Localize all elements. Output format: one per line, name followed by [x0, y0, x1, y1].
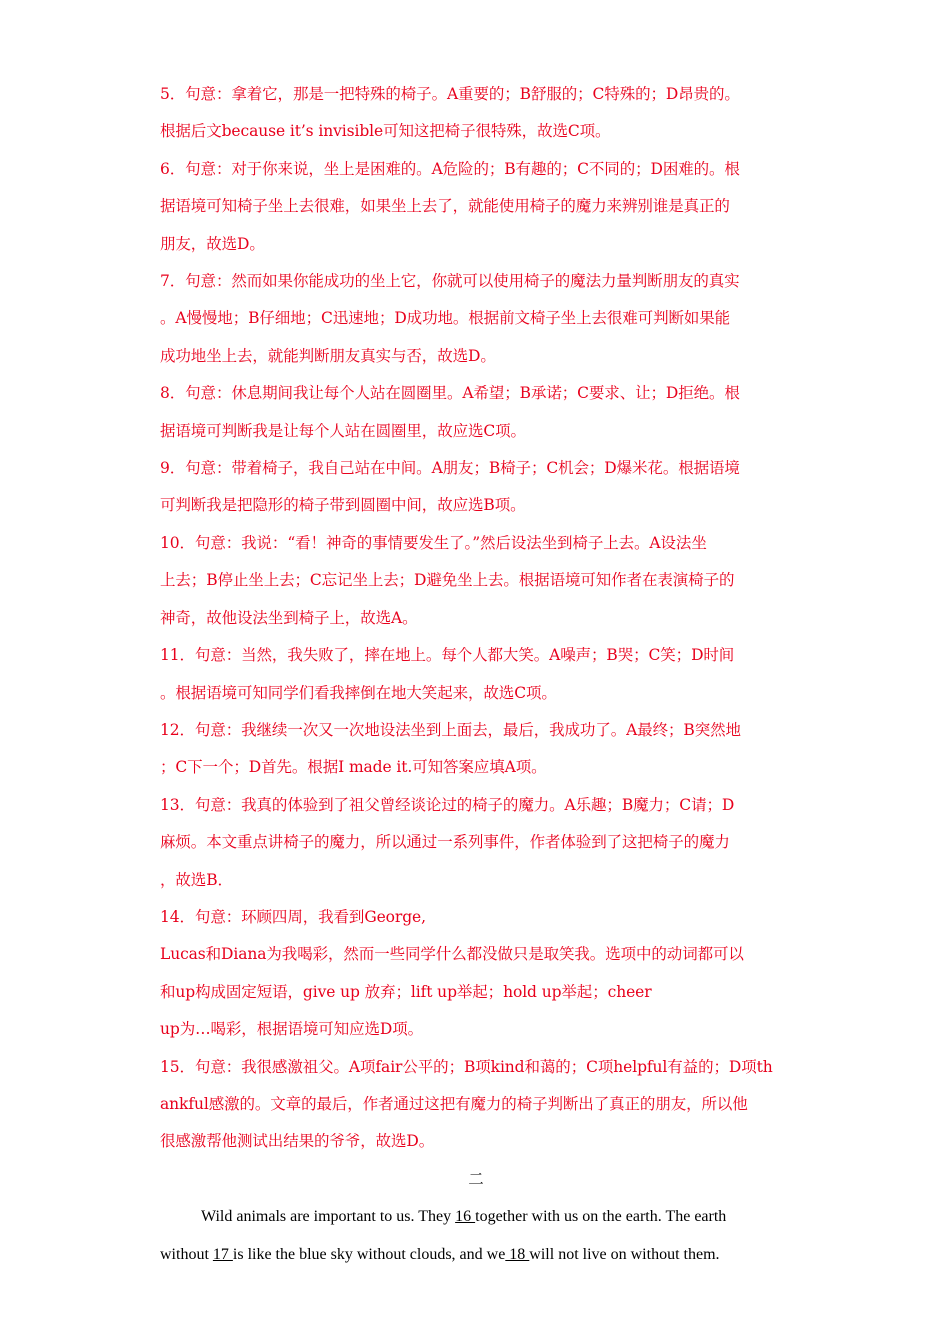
- explanation-line: 。根据语境可知同学们看我摔倒在地大笑起来，故选C项。: [160, 683, 557, 702]
- explanation-q7: [160, 263, 792, 375]
- passage-text: will not live on without them.: [529, 1245, 720, 1263]
- explanation-line: 9．句意：带着椅子，我自己站在中间。A朋友；B椅子；C机会；D爆米花。根据语境: [160, 459, 740, 478]
- passage-line-2: [160, 1236, 792, 1273]
- explanation-line: 11．句意：当然，我失败了，摔在地上。每个人都大笑。A噪声；B哭；C笑；D时间: [160, 646, 735, 665]
- explanation-q14: [160, 899, 792, 1049]
- explanation-line: 可判断我是把隐形的椅子带到圆圈中间，故应选B项。: [160, 496, 526, 515]
- explanation-line: ；C下一个；D首先。根据I made it.可知答案应填A项。: [160, 758, 547, 777]
- explanation-line: 13．句意：我真的体验到了祖父曾经谈论过的椅子的魔力。A乐趣；B魔力；C请；D: [160, 795, 735, 814]
- explanation-line: 根据后文because it’s invisible可知这把椅子很特殊，故选C项。: [160, 122, 611, 141]
- explanation-line: 7．句意：然而如果你能成功的坐上它，你就可以使用椅子的魔法力量判断朋友的真实: [160, 272, 740, 291]
- explanation-line: 8．句意：休息期间我让每个人站在圆圈里。A希望；B承诺；C要求、让；D拒绝。根: [160, 384, 740, 403]
- explanation-line: 12．句意：我继续一次又一次地设法坐到上面去，最后，我成功了。A最终；B突然地: [160, 720, 741, 739]
- explanation-q9: [160, 450, 792, 525]
- explanation-q8: [160, 375, 792, 450]
- explanation-line: 上去；B停止坐上去；C忘记坐上去；D避免坐上去。根据语境可知作者在表演椅子的: [160, 571, 735, 590]
- explanation-line: 麻烦。本文重点讲椅子的魔力，所以通过一系列事件，作者体验到了这把椅子的魔力: [160, 833, 730, 852]
- document-page: [160, 76, 792, 1273]
- explanation-q10: [160, 525, 792, 637]
- blank-16: 16: [455, 1208, 476, 1226]
- explanation-line: 。A慢慢地；B仔细地；C迅速地；D成功地。根据前文椅子坐上去很难可判断如果能: [160, 309, 731, 328]
- explanation-q11: [160, 637, 792, 712]
- answer-explanations: [160, 76, 792, 1161]
- explanation-line: ，故选B．: [160, 870, 233, 889]
- explanation-line: up为…喝彩，根据语境可知应选D项。: [160, 1020, 424, 1039]
- explanation-line: 14．句意：环顾四周，我看到George,: [160, 907, 426, 926]
- explanation-q12: [160, 712, 792, 787]
- explanation-line: 神奇，故他设法坐到椅子上，故选A。: [160, 608, 418, 627]
- explanation-line: 15．句意：我很感激祖父。A项fair公平的；B项kind和蔼的；C项helpful有益的；D项th: [160, 1057, 773, 1076]
- explanation-q5: [160, 76, 792, 151]
- explanation-line: ankful感激的。文章的最后，作者通过这把有魔力的椅子判断出了真正的朋友，所以他: [160, 1094, 748, 1113]
- explanation-line: 朋友，故选D。: [160, 234, 265, 253]
- passage-text: Wild animals are important to us. They: [201, 1208, 456, 1226]
- explanation-q15: [160, 1049, 792, 1161]
- explanation-q6: [160, 151, 792, 263]
- explanation-line: 10．句意：我说：“看！神奇的事情要发生了。”然后设法坐到椅子上去。A设法坐: [160, 533, 707, 552]
- explanation-line: 据语境可知椅子坐上去很难，如果坐上去了，就能使用椅子的魔力来辨别谁是真正的: [160, 197, 730, 216]
- explanation-line: Lucas和Diana为我喝彩，然而一些同学什么都没做只是取笑我。选项中的动词都可以: [160, 945, 744, 964]
- explanation-line: 6．句意：对于你来说，坐上是困难的。A危险的；B有趣的；C不同的；D困难的。根: [160, 159, 740, 178]
- explanation-q13: [160, 787, 792, 899]
- explanation-line: 很感激帮他测试出结果的爷爷，故选D。: [160, 1132, 435, 1151]
- section-heading: 二: [468, 1169, 484, 1188]
- passage-text: together with us on the earth. The earth: [475, 1208, 727, 1226]
- blank-17: 17: [212, 1245, 233, 1263]
- blank-18: 18: [505, 1245, 530, 1263]
- passage-line-1: [160, 1198, 792, 1235]
- explanation-line: 5．句意：拿着它，那是一把特殊的椅子。A重要的；B舒服的；C特殊的；D昂贵的。: [160, 85, 740, 103]
- reading-passage: [160, 1198, 792, 1273]
- passage-text: without: [160, 1245, 213, 1263]
- explanation-line: 成功地坐上去，就能判断朋友真实与否，故选D。: [160, 346, 496, 365]
- explanation-line: 据语境可判断我是让每个人站在圆圈里，故应选C项。: [160, 421, 526, 440]
- passage-text: is like the blue sky without clouds, and we: [232, 1245, 506, 1263]
- explanation-line: 和up构成固定短语，give up 放弃；lift up举起；hold up举起；cheer: [160, 982, 652, 1001]
